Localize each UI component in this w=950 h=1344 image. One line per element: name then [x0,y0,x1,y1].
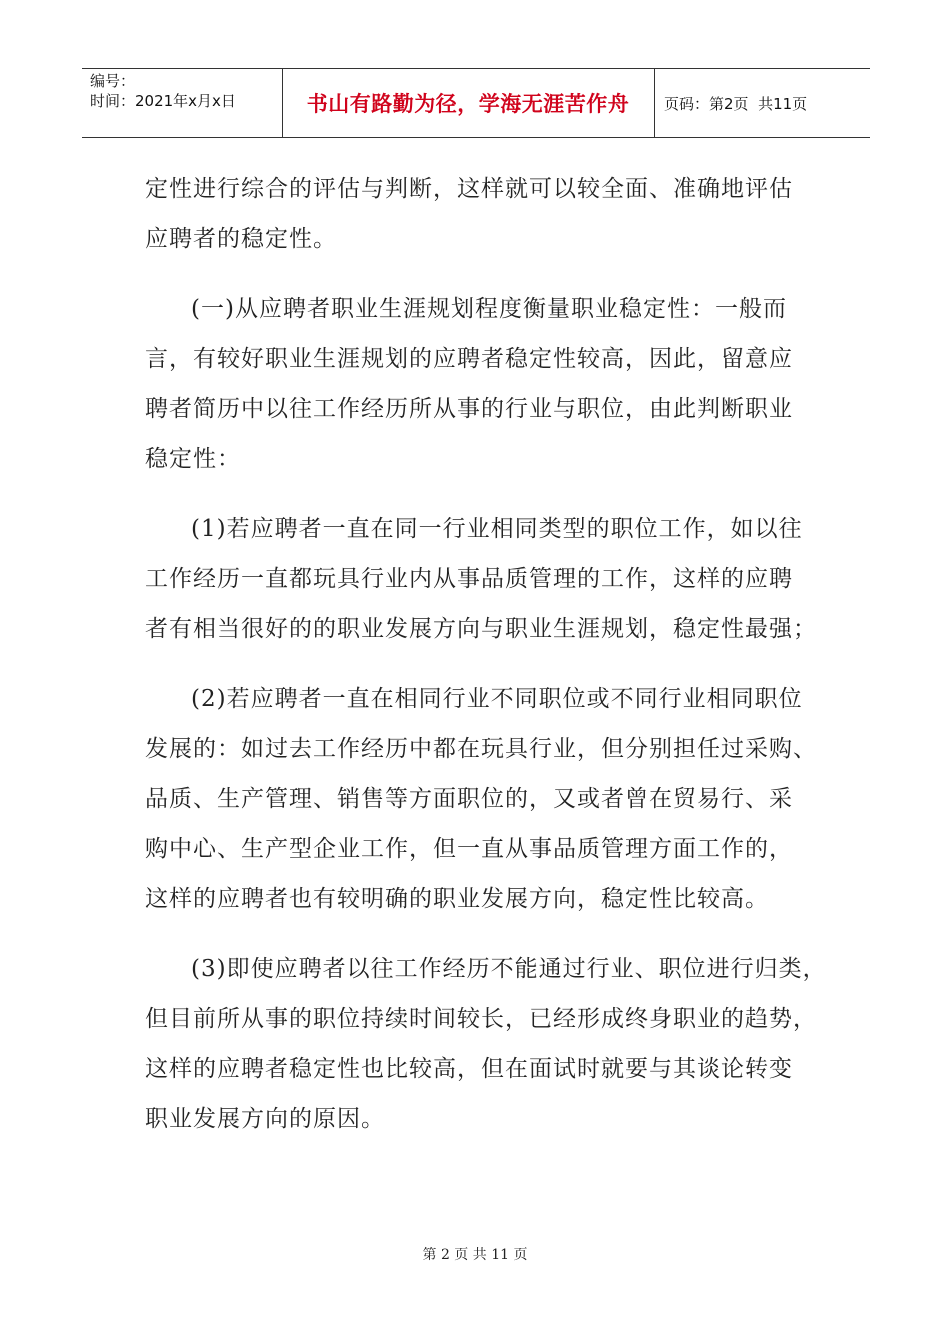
text-line: 者有相当很好的的职业发展方向与职业生涯规划，稳定性最强； [145,616,817,642]
header-page-info: 页码：第2页 共11页 [664,94,808,113]
text-line: 这样的应聘者也有较明确的职业发展方向，稳定性比较高。 [145,886,769,912]
header-divider [654,69,655,137]
text-line: 聘者简历中以往工作经历所从事的行业与职位，由此判断职业 [145,396,793,422]
text-line: (1)若应聘者一直在同一行业相同类型的职位工作，如以往 [191,516,803,542]
paragraph-item-1 [145,504,825,654]
text-line: 这样的应聘者稳定性也比较高，但在面试时就要与其谈论转变 [145,1056,793,1082]
text-line: 工作经历一直都玩具行业内从事品质管理的工作，这样的应聘 [145,566,793,592]
text-line: 购中心、生产型企业工作，但一直从事品质管理方面工作的， [145,836,793,862]
text-line: 稳定性： [145,446,241,472]
text-line: 品质、生产管理、销售等方面职位的，又或者曾在贸易行、采 [145,786,793,812]
text-line: 定性进行综合的评估与判断，这样就可以较全面、准确地评估 [145,176,793,202]
document-body [145,164,825,1144]
paragraph-item-3 [145,944,825,1144]
time-label: 时间：2021年x月x日 [90,92,236,110]
text-line: 应聘者的稳定性。 [145,226,337,252]
page-footer: 第 2 页 共 11 页 [422,1247,528,1263]
text-line: (一)从应聘者职业生涯规划程度衡量职业稳定性：一般而 [191,296,787,322]
text-line: 发展的：如过去工作经历中都在玩具行业，但分别担任过采购、 [145,736,817,762]
text-line: 言，有较好职业生涯规划的应聘者稳定性较高，因此，留意应 [145,346,793,372]
number-label: 编号： [90,72,136,90]
paragraph-section-one [145,284,825,484]
document-header [82,68,870,138]
text-line: (2)若应聘者一直在相同行业不同职位或不同行业相同职位 [191,686,803,712]
text-line: 职业发展方向的原因。 [145,1106,385,1132]
text-line: 但目前所从事的职位持续时间较长，已经形成终身职业的趋势， [145,1006,817,1032]
paragraph-continuation [145,164,825,264]
paragraph-item-2 [145,674,825,924]
header-meta [90,71,236,111]
header-motto: 书山有路勤为径，学海无涯苦作舟 [306,91,630,116]
text-line: (3)即使应聘者以往工作经历不能通过行业、职位进行归类， [191,956,827,982]
